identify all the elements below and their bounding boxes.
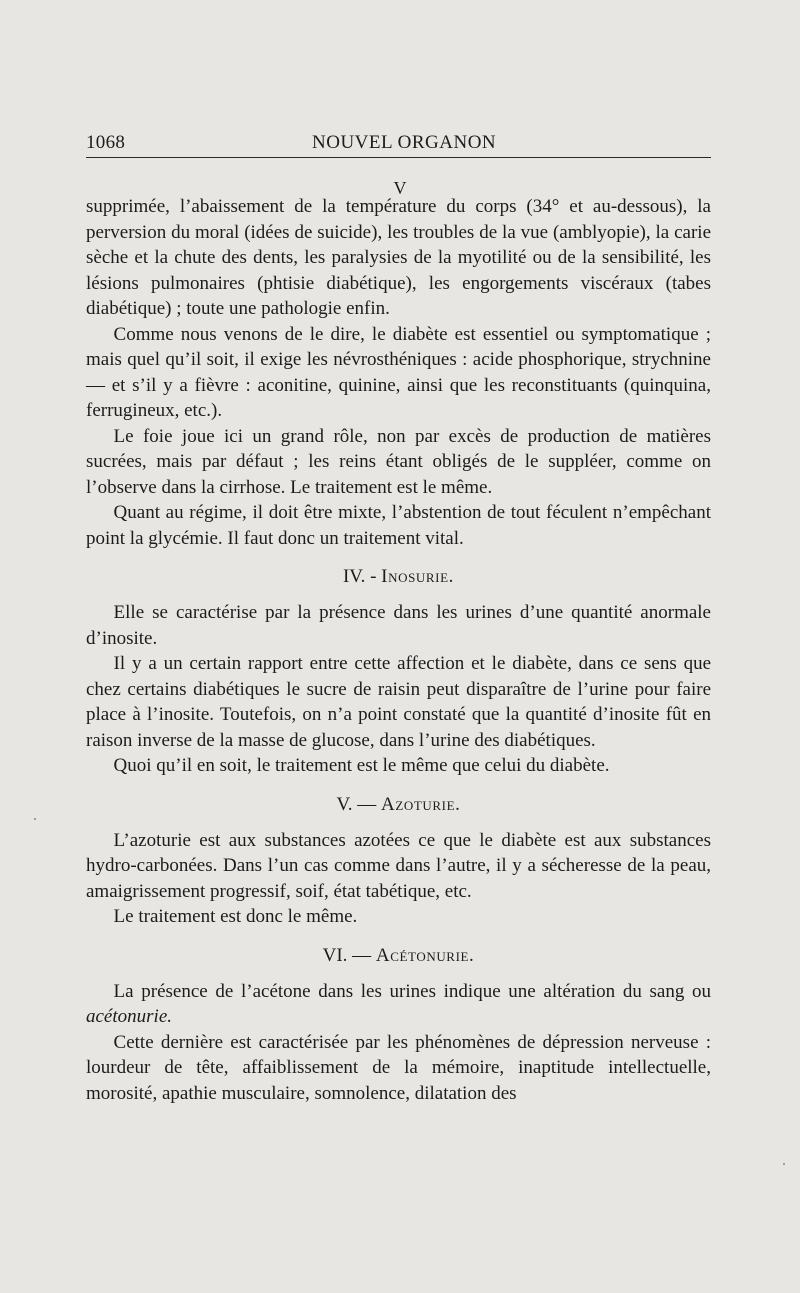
paragraph [86,904,711,930]
paragraph-text: Quoi qu’il en soit, le traitement est le même que celui du diabète. [113,755,610,776]
paragraph-text: L’azoturie est aux substances azotées ce que le diabète est aux substances hydro-carbonées. Dans l’un cas comme dans l’autre, il y a sécheresse de la peau, amaigrissement progressif, soif, état tabétique, etc. [86,829,711,902]
section-dash: - [370,566,377,587]
paragraph [86,500,711,551]
paragraph [86,194,711,322]
signature-mark: V [393,178,407,198]
paragraph-text: Le traitement est donc le même. [113,906,358,927]
paragraph [86,600,711,651]
page-body [86,194,711,1106]
section-dash: — [352,944,372,966]
section-dash: — [357,793,377,815]
paragraph-text: Quant au régime, il doit être mixte, l’abstention de tout féculent n’empêchant point la glycémie. Il faut donc un traitement vital. [86,502,711,549]
paragraph [86,979,711,1030]
paragraph [86,651,711,753]
paragraph-text: Cette dernière est caractérisée par les phénomènes de dépression nerveuse : lourdeur de tête, affaiblissement de la mémoire, inaptitude intellectuelle, morosité, apathie musculaire, somnolence, dilatation des [86,1031,711,1104]
paragraph [86,828,711,905]
running-header [86,130,711,156]
paragraph-text: Elle se caractérise par la présence dans les urines d’une quantité anormale d’inosite. [86,602,711,649]
paragraph-text: supprimée, l’abaissement de la température du corps (34° et au-dessous), la perversion du moral (idées de suicide), les troubles de la vue (amblyopie), la carie sèche et la chute des dents, les paralysies de la myotilité ou de la sensibilité, les lésions pulmonaires (phtisie diabétique), les engorgements viscéraux (tabes diabétique) ; toute une pathologie enfin. [86,196,711,319]
header-rule [86,157,711,158]
section-number: IV. [342,566,366,587]
paragraph-text: Il y a un certain rapport entre cette affection et le diabète, dans ce sens que chez certains diabétiques le sucre de raisin peut disparaître de l’urine pour faire place à l’inosite. Toutefois, on n’a point constaté que la quantité d’inosite fût en raison inverse de la masse de glucose, dans l’urine des diabétiques. [86,653,711,751]
italic-term: acétonurie. [86,1006,173,1027]
section-heading [86,792,711,817]
paragraph [86,424,711,501]
paragraph [86,753,711,779]
section-title: Acétonurie. [375,944,475,966]
scan-speck [783,1163,785,1165]
page-number: 1068 [86,132,126,153]
section-heading [86,943,711,968]
section-title: Inosurie. [381,566,454,587]
paragraph [86,322,711,424]
paragraph-text: Le foie joue ici un grand rôle, non par excès de production de matières sucrées, mais par défaut ; les reins étant obligés de le suppléer, comme on l’observe dans la cirrhose. Le traitement est le même. [86,425,711,498]
paragraph-text: La présence de l’acétone dans les urines indique une altération du sang ou [113,980,711,1002]
paragraph [86,1030,711,1107]
paragraph-text: Comme nous venons de le dire, le diabète est essentiel ou symptomatique ; mais quel qu’il soit, il exige les névrosthéniques : acide phosphorique, strychnine — et s’il y a fièvre : aconitine, quinine, ainsi que les reconstituants (quinquina, ferrugineux, etc.). [86,323,711,421]
section-number: V. [336,793,353,815]
running-title: NOUVEL ORGANON [312,132,497,153]
section-number: VI. [322,944,348,966]
scan-speck [34,818,36,820]
section-title: Azoturie. [381,793,461,815]
section-heading [86,564,711,589]
